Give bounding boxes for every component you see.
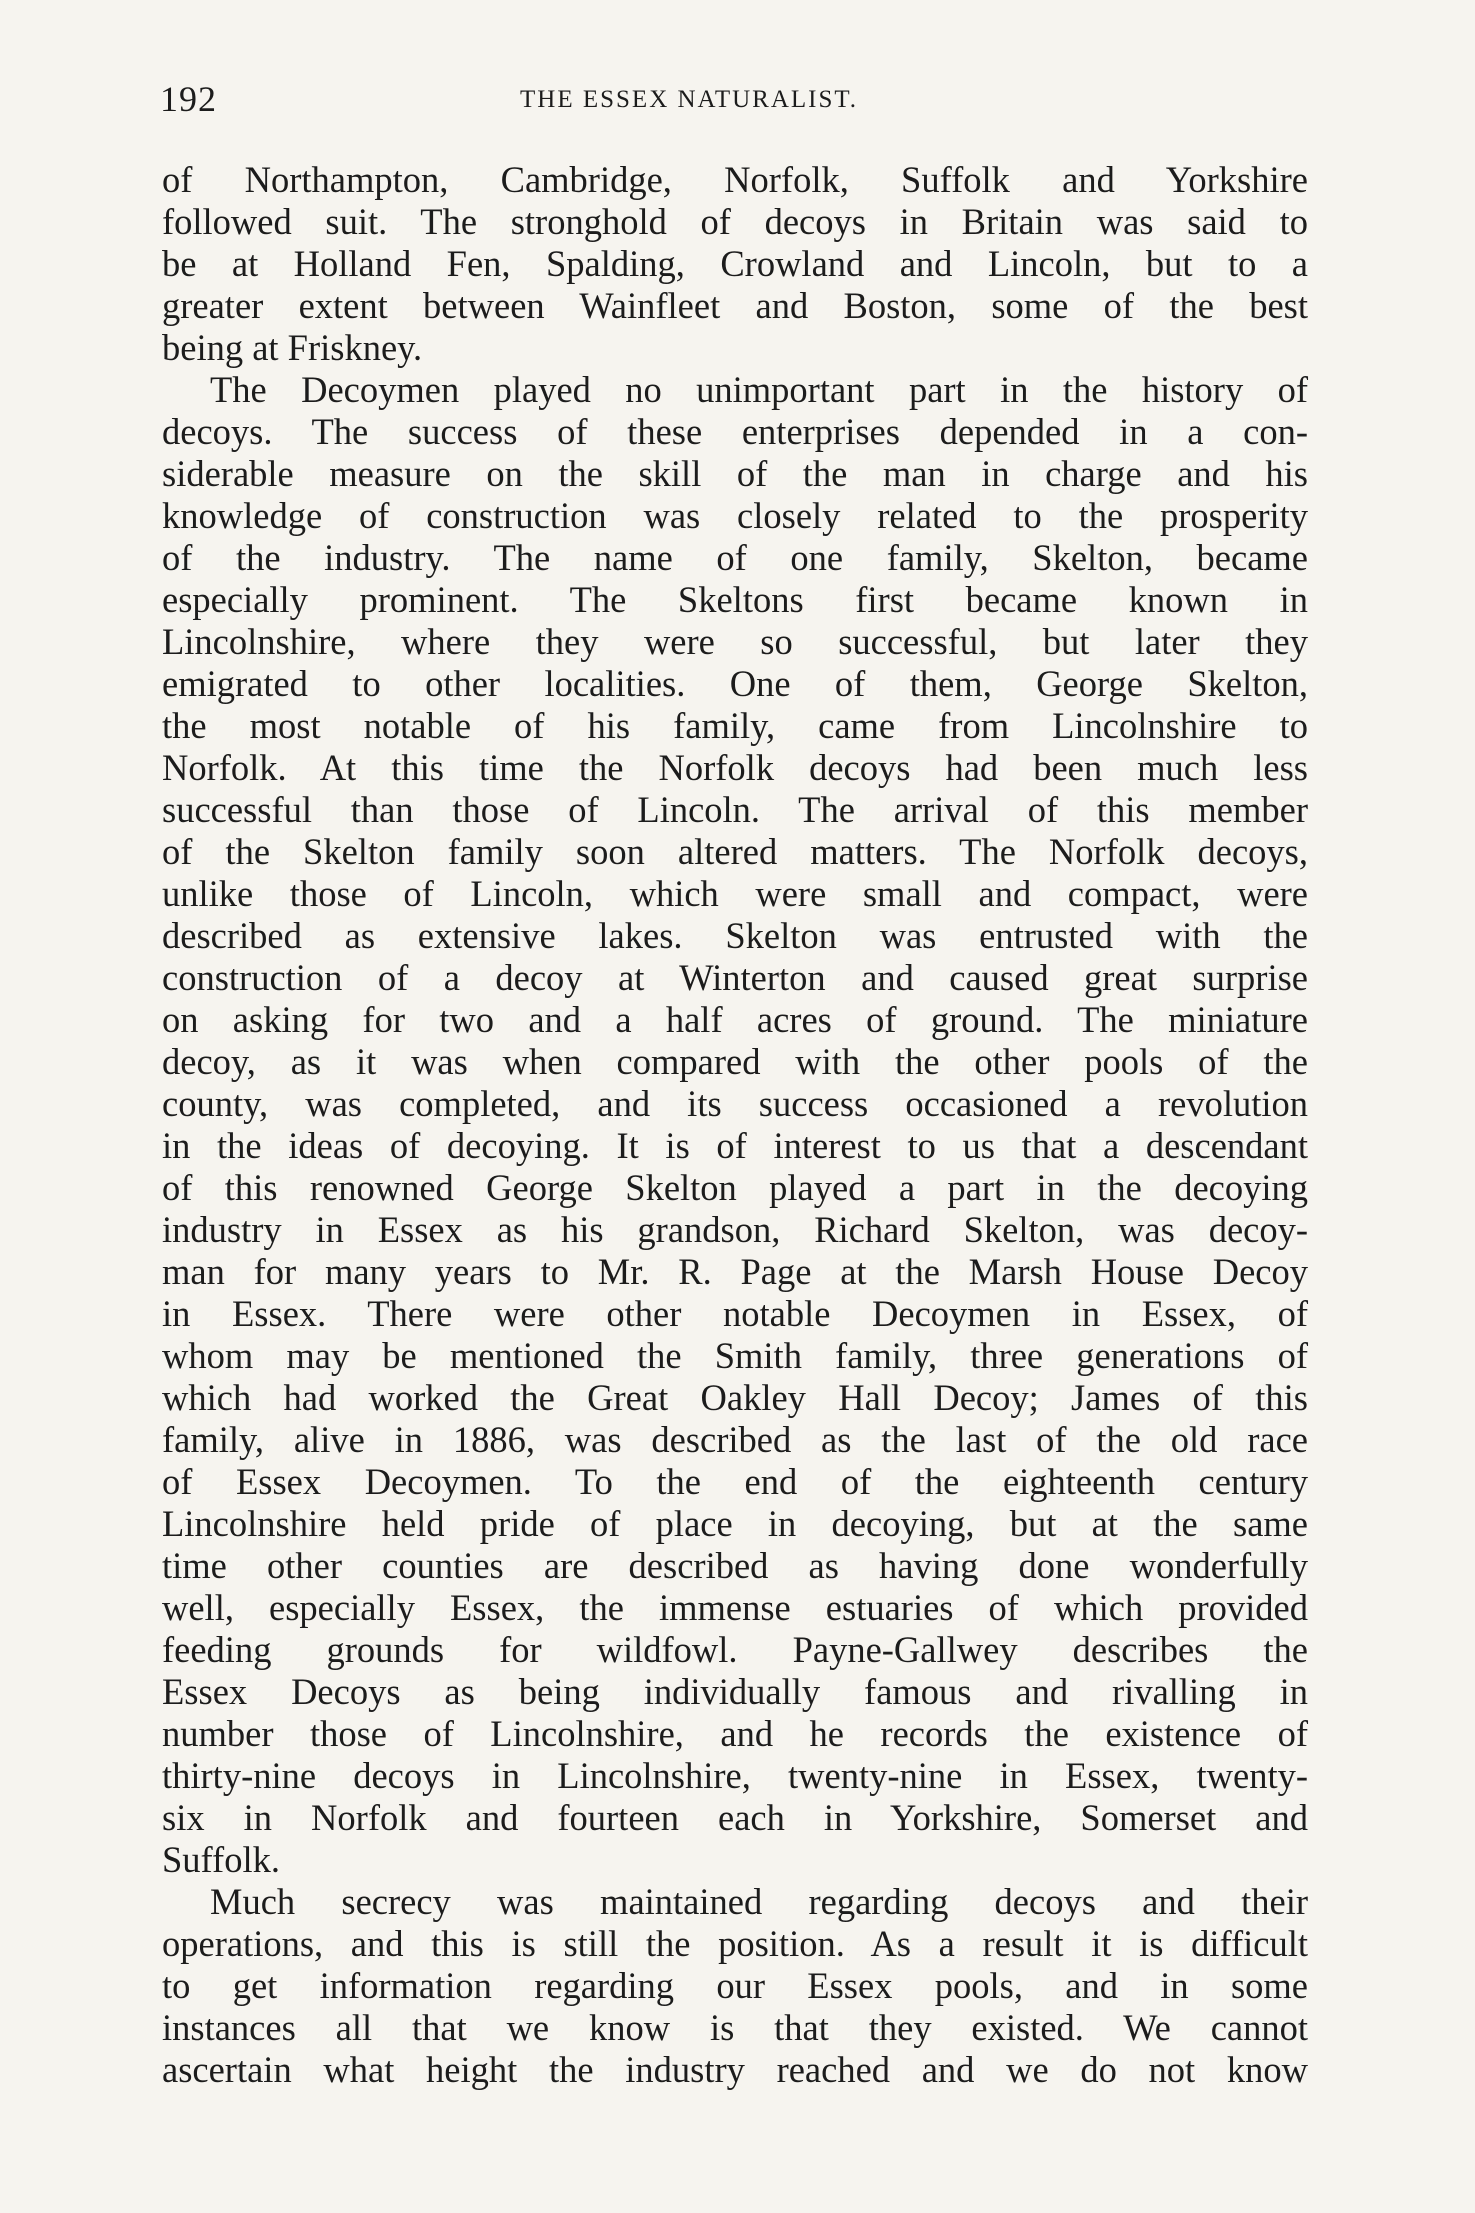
text-line: especially prominent. The Skeltons first became known in xyxy=(162,579,1308,620)
text-line: thirty-nine decoys in Lincolnshire, twenty-nine in Essex, twenty- xyxy=(162,1755,1308,1796)
text-line: of the Skelton family soon altered matters. The Norfolk decoys, xyxy=(162,831,1308,872)
text-line: time other counties are described as having done wonderfully xyxy=(162,1545,1308,1586)
text-line: man for many years to Mr. R. Page at the Marsh House Decoy xyxy=(162,1251,1308,1292)
paragraph-1 xyxy=(162,159,1308,369)
text-line: decoy, as it was when compared with the other pools of the xyxy=(162,1041,1308,1082)
body-text xyxy=(162,159,1308,2091)
text-line: to get information regarding our Essex pools, and in some xyxy=(162,1965,1308,2006)
text-line: on asking for two and a half acres of ground. The miniature xyxy=(162,999,1308,1040)
paragraph-3 xyxy=(162,1881,1308,2091)
text-line: operations, and this is still the position. As a result it is difficult xyxy=(162,1923,1308,1964)
text-line: of Essex Decoymen. To the end of the eighteenth century xyxy=(162,1461,1308,1502)
paragraph-2 xyxy=(162,369,1308,1881)
text-line: well, especially Essex, the immense estuaries of which provided xyxy=(162,1587,1308,1628)
page-header xyxy=(160,78,1310,128)
text-line: whom may be mentioned the Smith family, three generations of xyxy=(162,1335,1308,1376)
text-line: six in Norfolk and fourteen each in Yorkshire, Somerset and xyxy=(162,1797,1308,1838)
text-line: Lincolnshire held pride of place in decoying, but at the same xyxy=(162,1503,1308,1544)
text-line: instances all that we know is that they existed. We cannot xyxy=(162,2007,1308,2048)
text-line: Essex Decoys as being individually famous and rivalling in xyxy=(162,1671,1308,1712)
text-line: being at Friskney. xyxy=(162,327,423,368)
text-line: county, was completed, and its success occasioned a revolution xyxy=(162,1083,1308,1124)
text-line: family, alive in 1886, was described as the last of the old race xyxy=(162,1419,1308,1460)
text-line: be at Holland Fen, Spalding, Crowland and Lincoln, but to a xyxy=(162,243,1308,284)
text-line: greater extent between Wainfleet and Boston, some of the best xyxy=(162,285,1308,326)
text-line: in Essex. There were other notable Decoymen in Essex, of xyxy=(162,1293,1308,1334)
text-line: knowledge of construction was closely related to the prosperity xyxy=(162,495,1308,536)
text-line: construction of a decoy at Winterton and caused great surprise xyxy=(162,957,1308,998)
text-line: Suffolk. xyxy=(162,1839,280,1880)
text-line: Norfolk. At this time the Norfolk decoys had been much less xyxy=(162,747,1308,788)
text-line: of the industry. The name of one family, Skelton, became xyxy=(162,537,1308,578)
running-head: THE ESSEX NATURALIST. xyxy=(520,86,859,113)
text-line: of this renowned George Skelton played a part in the decoying xyxy=(162,1167,1308,1208)
text-line: The Decoymen played no unimportant part in the history of xyxy=(210,369,1308,410)
text-line: in the ideas of decoying. It is of interest to us that a descendant xyxy=(162,1125,1308,1166)
text-line: Much secrecy was maintained regarding decoys and their xyxy=(210,1881,1308,1922)
text-line: of Northampton, Cambridge, Norfolk, Suffolk and Yorkshire xyxy=(162,159,1308,200)
text-line: Lincolnshire, where they were so successful, but later they xyxy=(162,621,1308,662)
text-line: followed suit. The stronghold of decoys in Britain was said to xyxy=(162,201,1308,242)
text-line: siderable measure on the skill of the man in charge and his xyxy=(162,453,1308,494)
text-line: emigrated to other localities. One of them, George Skelton, xyxy=(162,663,1308,704)
text-line: the most notable of his family, came from Lincolnshire to xyxy=(162,705,1308,746)
page-number: 192 xyxy=(160,79,217,119)
text-line: successful than those of Lincoln. The arrival of this member xyxy=(162,789,1308,830)
text-line: industry in Essex as his grandson, Richard Skelton, was decoy- xyxy=(162,1209,1308,1250)
text-line: feeding grounds for wildfowl. Payne-Gallwey describes the xyxy=(162,1629,1308,1670)
text-line: decoys. The success of these enterprises depended in a con- xyxy=(162,411,1308,452)
text-line: number those of Lincolnshire, and he records the existence of xyxy=(162,1713,1308,1754)
text-line: described as extensive lakes. Skelton was entrusted with the xyxy=(162,915,1308,956)
text-line: ascertain what height the industry reached and we do not know xyxy=(162,2049,1308,2090)
text-line: unlike those of Lincoln, which were small and compact, were xyxy=(162,873,1308,914)
text-line: which had worked the Great Oakley Hall Decoy; James of this xyxy=(162,1377,1308,1418)
